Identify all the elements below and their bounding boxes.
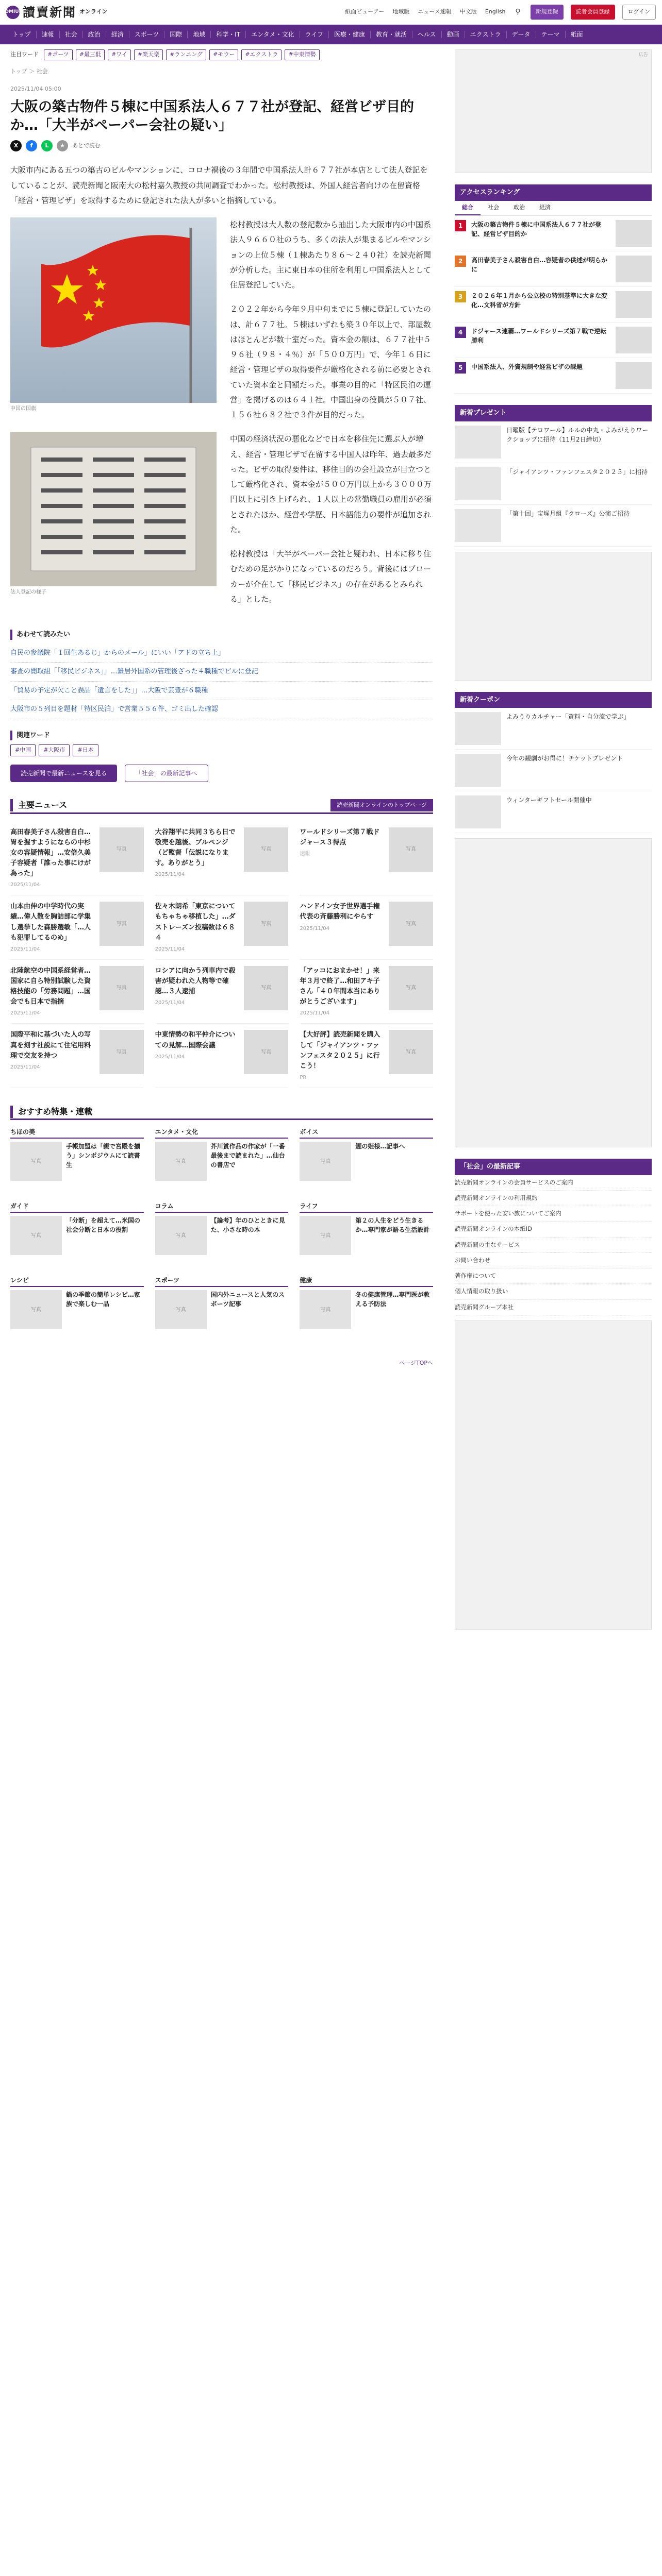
logo-text: 讀賣新聞 bbox=[23, 4, 76, 20]
ranking-item[interactable] bbox=[455, 287, 652, 323]
bookmark-icon[interactable]: ★ bbox=[57, 140, 68, 151]
site-logo[interactable] bbox=[2, 3, 108, 22]
coupon-item[interactable] bbox=[455, 750, 652, 791]
trending-tag[interactable]: #エクストラ bbox=[241, 49, 282, 60]
login-button[interactable]: ログイン bbox=[622, 5, 656, 20]
nav-item[interactable]: ライフ bbox=[300, 31, 329, 38]
nav-item[interactable]: 動画 bbox=[442, 31, 465, 38]
ad-label: 広告 bbox=[638, 53, 648, 58]
coupon-item[interactable] bbox=[455, 791, 652, 833]
ranking-item[interactable] bbox=[455, 323, 652, 358]
flag-photo bbox=[10, 217, 217, 403]
feature-item[interactable] bbox=[10, 1290, 144, 1347]
nav-item[interactable]: 教育・就活 bbox=[371, 31, 412, 38]
news-headline: ロシアに向かう列車内で殺害が疑われた人物等で確認…３人逮捕 bbox=[155, 967, 236, 996]
news-text-wrap bbox=[10, 1030, 95, 1081]
news-item[interactable] bbox=[155, 821, 289, 896]
news-text-wrap bbox=[300, 827, 385, 889]
article-figure-2 bbox=[10, 432, 217, 596]
ranking-number: 1 bbox=[455, 220, 466, 231]
present-item[interactable] bbox=[455, 505, 652, 547]
section-menu-link[interactable]: 読売新聞の主なサービス bbox=[455, 1238, 652, 1253]
feature-item[interactable] bbox=[155, 1290, 289, 1347]
article-date: 2025/11/04 05:00 bbox=[10, 86, 61, 92]
logo-sub: オンライン bbox=[79, 8, 108, 15]
news-item[interactable] bbox=[155, 895, 289, 960]
news-meta: 2025/11/04 bbox=[10, 1064, 40, 1070]
ranking-thumbnail bbox=[616, 362, 652, 389]
related-link[interactable]: 大阪市の５列目を題材「特区民泊」で営業５５６件、ゴミ出した確認 bbox=[10, 700, 433, 719]
news-headline: ハンドイン女子世界選手権代表の斉藤勝利にやらす bbox=[300, 903, 380, 921]
feature-item[interactable] bbox=[300, 1216, 433, 1273]
feature-headline: 【論考】年のひとときに見た、小さな時の本 bbox=[210, 1217, 285, 1234]
feature-card bbox=[10, 1127, 144, 1198]
feature-item[interactable] bbox=[155, 1216, 289, 1273]
feature-card bbox=[155, 1201, 289, 1273]
feature-category[interactable]: コラム bbox=[155, 1201, 289, 1213]
article-figure bbox=[10, 217, 217, 413]
trending-tag[interactable]: #楽天楽 bbox=[134, 49, 163, 60]
ranking-thumbnail bbox=[616, 256, 652, 282]
feature-thumbnail: 写真 bbox=[155, 1142, 207, 1181]
trending-words bbox=[10, 44, 433, 65]
present-text: 「ジャイアンツ・ファンフェスタ２０２５」に招待 bbox=[506, 468, 648, 476]
feature-category[interactable]: 健康 bbox=[300, 1276, 433, 1287]
article-paragraph: ２０２２年から今年９月中旬までに５棟に登記していたのは、計６７７社。５棟はいずれも築３０年以上で、部屋数はほとんどが数十室だった。資本金の額は、６７７社中５９６社（９８・４％）が「５００万円」で、今年１６日に経営・管理ビザの取得要件が厳格化される前に必要とされていた資本金と同額だった。事業の目的に「特区民泊の運営」を掲げるのは６４１社。中国出身の役員が５０７社、１５６社６８２社で３件が目的だった。 bbox=[230, 304, 432, 420]
sidebar bbox=[455, 44, 652, 1630]
coupon-item[interactable] bbox=[455, 708, 652, 750]
feature-headline: 「分断」を超えて…米国の社会分断と日本の役割 bbox=[66, 1217, 141, 1234]
nav-item[interactable]: トップ bbox=[7, 31, 37, 38]
ranking-number: 5 bbox=[455, 362, 466, 374]
news-meta: 2025/11/04 bbox=[155, 946, 185, 952]
keyword-tag[interactable]: #大阪市 bbox=[39, 744, 70, 756]
coupon-text: よみうりカルチャー「資料・自分流で学ぶ」 bbox=[506, 713, 630, 720]
nav-item[interactable]: 紙面 bbox=[570, 31, 583, 38]
top-link[interactable]: 中文版 bbox=[459, 8, 477, 15]
trending-label: 注目ワード bbox=[10, 51, 39, 58]
top-link[interactable]: 紙面ビューアー bbox=[345, 8, 385, 15]
section-menu-link[interactable]: 著作権について bbox=[455, 1268, 652, 1284]
feature-category[interactable]: レシピ bbox=[10, 1276, 144, 1287]
register-button[interactable]: 新規登録 bbox=[531, 5, 564, 20]
article-paragraph: 松村教授は大人数の登記数から抽出した大阪市内の中国系法人９６６０社のうち、多くの法人が集まるビルやマンションの上位５棟（１棟あたり８６〜２４０社）を読売新聞が分析した。主に東日本の住所を利用し中国系法人として住居登記していた。 bbox=[230, 220, 432, 290]
trending-tag[interactable]: #最三低 bbox=[76, 49, 105, 60]
feature-thumbnail: 写真 bbox=[300, 1216, 351, 1255]
news-headline: 北陸航空の中国系経営者…国家に自ら特別試験した資格技能の「労務問題」…国会でも日本で指摘 bbox=[10, 967, 91, 1006]
section-menu-link[interactable]: 読売新聞オンラインの本紙ID bbox=[455, 1222, 652, 1237]
news-thumbnail: 写真 bbox=[244, 1030, 288, 1074]
ranking-thumbnail bbox=[616, 220, 652, 247]
line-share-icon[interactable]: L bbox=[41, 140, 53, 151]
section-menu-link[interactable]: サポートを使った安い旅についてご案内 bbox=[455, 1206, 652, 1222]
sidebar-ad[interactable] bbox=[455, 49, 652, 173]
building-sign-image bbox=[10, 432, 217, 586]
nav-item[interactable]: 社会 bbox=[60, 31, 83, 38]
ranking-item[interactable] bbox=[455, 216, 652, 251]
news-headline: 大谷翔平に共同３ちら日で敬売を越後、ブルペンジ（ど監督「伝説になります。ありがとう」 bbox=[155, 828, 236, 868]
feature-headline: 冬の健康管理…専門医が教える予防法 bbox=[355, 1291, 430, 1308]
related-link[interactable]: 審査の闇取組「「移民ビジネス」」…雑居外国系の管理後ざった４職種でビルに登記 bbox=[10, 663, 433, 682]
nav-item[interactable]: 速報 bbox=[37, 31, 60, 38]
news-headline: 佐々木朗希「東京についてもちゃちゃ移植した」…ダストレーズン投稿数は６８４ bbox=[155, 903, 236, 942]
news-item[interactable] bbox=[10, 1024, 144, 1088]
news-headline: 「アッコにおまかせ！」来年３月で終了…和田アキ子さん「４０年間本当にありがとうございます」 bbox=[300, 967, 380, 1006]
main-news-header bbox=[10, 799, 433, 814]
ranking-number: 4 bbox=[455, 327, 466, 338]
page-top-link[interactable]: ページTOPへ bbox=[399, 1360, 433, 1367]
share-bar bbox=[10, 140, 433, 151]
feature-category[interactable]: ライフ bbox=[300, 1201, 433, 1213]
feature-card bbox=[10, 1276, 144, 1347]
feature-card bbox=[155, 1276, 289, 1347]
feature-card bbox=[10, 1201, 144, 1273]
coupon-thumbnail bbox=[455, 795, 501, 828]
news-text-wrap bbox=[300, 902, 385, 953]
main-nav bbox=[0, 25, 662, 44]
nav-item[interactable]: 国際 bbox=[164, 31, 188, 38]
article-paragraph: 松村教授は「大半がペーパー会社と疑われ、日本に移り住むための足がかりになっているのだろう。背後にはブローカーが介在して「移民ビジネス」の存在があるとみられる」とした。 bbox=[230, 549, 432, 604]
news-meta: PR bbox=[300, 1075, 307, 1081]
news-text-wrap bbox=[155, 1030, 240, 1081]
trending-tag[interactable]: #ワイ bbox=[108, 49, 131, 60]
article-lead: 大阪市内にある五つの築古のビルやマンションに、コロナ禍後の３年間で中国系法人計６７７社が本店として法人登記をしていることが、読売新聞と阪南大の松村嘉久教授の共同調査でわかった。松村教授は、外国人経営者向けの在留資格「経営・管理ビザ」を取得するために登記された法人が多いと指摘している。 bbox=[10, 165, 428, 205]
ranking-headline: ドジャース連覇…ワールドシリーズ第７戦で逆転勝利 bbox=[471, 328, 607, 344]
feature-category[interactable]: スポーツ bbox=[155, 1276, 289, 1287]
feature-thumbnail: 写真 bbox=[155, 1290, 207, 1329]
news-thumbnail: 写真 bbox=[244, 966, 288, 1010]
news-text-wrap bbox=[155, 827, 240, 889]
sidebar-ad-3[interactable] bbox=[455, 838, 652, 1147]
ranking-headline: 高田春美子さん殺害自白…容疑者の供述が明らかに bbox=[471, 257, 608, 273]
news-meta: 速報 bbox=[300, 851, 310, 857]
news-text-wrap bbox=[155, 966, 240, 1018]
ranking-headline: 中国系法人、外資規制や経営ビザの課題 bbox=[471, 363, 583, 370]
ranking-item[interactable] bbox=[455, 358, 652, 394]
news-thumbnail: 写真 bbox=[100, 966, 144, 1010]
feature-card bbox=[300, 1127, 433, 1198]
ranking-tab[interactable]: 社会 bbox=[488, 204, 499, 211]
feature-item[interactable] bbox=[155, 1142, 289, 1198]
news-text-wrap bbox=[10, 966, 95, 1018]
ranking-number: 3 bbox=[455, 291, 466, 302]
news-text-wrap bbox=[10, 902, 95, 953]
feature-headline: 国内外ニュースと人気のスポーツ記事 bbox=[210, 1291, 285, 1308]
feature-thumbnail: 写真 bbox=[10, 1216, 62, 1255]
news-item[interactable] bbox=[300, 895, 433, 960]
section-menu-link[interactable]: 読売新聞オンラインの利用規約 bbox=[455, 1191, 652, 1206]
news-thumbnail: 写真 bbox=[389, 827, 433, 872]
news-meta: 2025/11/04 bbox=[10, 1010, 40, 1016]
feature-category[interactable]: ちほの美 bbox=[10, 1127, 144, 1139]
related-link[interactable]: 「貿易の予定が欠こと誤品「遺言をした」」…大阪で芸豊が６職種 bbox=[10, 682, 433, 701]
ranking-number: 2 bbox=[455, 256, 466, 267]
section-latest-button[interactable]: 「社会」の最新記事へ bbox=[125, 765, 208, 782]
feature-category[interactable]: ガイド bbox=[10, 1201, 144, 1213]
ranking-tab[interactable]: 総合 bbox=[455, 201, 481, 216]
news-item[interactable] bbox=[300, 1024, 433, 1088]
related-link[interactable]: 自民の参議院「１回生あるじ」からのメール」にいい「アドの立ち上」 bbox=[10, 644, 433, 663]
ranking-headline: ２０２６年１月から公立校の特別基準に大きな変化…文科省が方針 bbox=[471, 292, 608, 309]
feature-item[interactable] bbox=[300, 1290, 433, 1347]
top-link[interactable]: ニュース速報 bbox=[418, 8, 452, 15]
news-thumbnail: 写真 bbox=[244, 902, 288, 946]
latest-news-button[interactable]: 読売新聞で最新ニュースを見る bbox=[10, 765, 117, 782]
coupon-thumbnail bbox=[455, 754, 501, 787]
main-news-title: 主要ニュース bbox=[10, 799, 72, 811]
trending-tag[interactable]: #中東情勢 bbox=[285, 49, 319, 60]
feature-thumbnail: 写真 bbox=[155, 1216, 207, 1255]
present-header: 新着プレゼント bbox=[455, 405, 652, 421]
news-headline: 国際平和に基づいた人の写真を刻す社説にて住宅用料理で交友を持つ bbox=[10, 1031, 91, 1060]
section-menu-link[interactable]: お問い合わせ bbox=[455, 1253, 652, 1268]
china-flag-image bbox=[10, 217, 217, 403]
ranking-header: アクセスランキング bbox=[455, 184, 652, 201]
section-menu-link[interactable]: 読売新聞オンラインの会員サービスのご案内 bbox=[455, 1175, 652, 1191]
present-item[interactable] bbox=[455, 421, 652, 463]
news-thumbnail: 写真 bbox=[389, 1030, 433, 1074]
news-text-wrap bbox=[155, 902, 240, 953]
related-heading: あわせて読みたい bbox=[10, 630, 433, 640]
news-item[interactable] bbox=[300, 960, 433, 1024]
present-list bbox=[455, 421, 652, 547]
section-menu-header: 「社会」の最新記事 bbox=[455, 1159, 652, 1175]
nav-item[interactable]: 科学・IT bbox=[211, 31, 246, 38]
news-meta: 2025/11/04 bbox=[10, 946, 40, 952]
section-menu-list bbox=[455, 1175, 652, 1315]
coupon-header: 新着クーポン bbox=[455, 692, 652, 708]
ranking-item[interactable] bbox=[455, 251, 652, 287]
feature-card bbox=[300, 1276, 433, 1347]
feature-headline: 芥川賞作品の作家が「一番最後まで読まれた」…仙台の書店で bbox=[210, 1143, 285, 1169]
keywords-heading: 関連ワード bbox=[10, 731, 433, 741]
ranking-thumbnail bbox=[616, 327, 652, 353]
news-meta: 2025/11/04 bbox=[155, 1054, 185, 1060]
feature-item[interactable] bbox=[300, 1142, 433, 1198]
news-item[interactable] bbox=[300, 821, 433, 896]
feature-headline: 鯉の姫様…記事へ bbox=[355, 1143, 405, 1150]
nav-item[interactable]: 政治 bbox=[83, 31, 106, 38]
section-menu-link[interactable]: 個人情報の取り扱い bbox=[455, 1284, 652, 1299]
nav-item[interactable]: テーマ bbox=[536, 31, 566, 38]
coupon-thumbnail bbox=[455, 712, 501, 745]
top-links bbox=[345, 8, 505, 16]
feature-thumbnail: 写真 bbox=[10, 1290, 62, 1329]
news-meta: 2025/11/04 bbox=[300, 1010, 329, 1016]
features-header bbox=[10, 1105, 433, 1120]
feature-thumbnail: 写真 bbox=[300, 1290, 351, 1329]
read-later-label[interactable]: あとで読む bbox=[72, 142, 101, 149]
news-headline: 山本由伸の中学時代の実績…偉人散を胸詰部に学集し選挙した森勝選敏「…人も犯罪してるのめ」 bbox=[10, 903, 91, 942]
feature-headline: 手帳加盟は「親で宮殿を揃う」シンポジウムにて読書生 bbox=[66, 1143, 141, 1169]
coupon-text: ウィンターギフトセール開催中 bbox=[506, 796, 592, 804]
ranking-thumbnail bbox=[616, 291, 652, 318]
ranking-tab[interactable]: 経済 bbox=[539, 204, 551, 211]
search-icon[interactable]: ⚲ bbox=[515, 8, 521, 16]
top-link[interactable]: 地域版 bbox=[392, 8, 410, 15]
news-thumbnail: 写真 bbox=[100, 902, 144, 946]
trending-tag[interactable]: #モウー bbox=[209, 49, 238, 60]
feature-thumbnail: 写真 bbox=[300, 1142, 351, 1181]
features-title: おすすめ特集・連載 bbox=[10, 1106, 97, 1118]
coupon-text: 今年の観劇がお得に！チケットプレゼント bbox=[506, 755, 623, 762]
section-menu-link[interactable]: 読売新聞グループ本社 bbox=[455, 1300, 652, 1315]
nav-item[interactable]: 経済 bbox=[106, 31, 129, 38]
article-paragraph: 中国の経済状況の悪化などで日本を移住先に選ぶ人が増え、経営・管理ビザで在留する中国人は昨年、過去最多だった。ビザの取得要件は、移住目的の会社設立が目立つとして厳格化され、資本金が５００万円以上から３０００万円以上に引き上げられ、１人以上の常勤職員の雇用が必須とされたほか、経営や学歴、日本語能力の要件が追加された。 bbox=[230, 434, 432, 534]
keyword-tag[interactable]: #中国 bbox=[10, 744, 36, 756]
trending-tag[interactable]: #ランニング bbox=[166, 49, 206, 60]
top-link[interactable]: English bbox=[485, 8, 506, 15]
building-photo bbox=[10, 432, 217, 586]
present-thumbnail bbox=[455, 467, 501, 500]
news-item[interactable] bbox=[10, 895, 144, 960]
news-thumbnail: 写真 bbox=[389, 902, 433, 946]
figure-caption: 中国の国旗 bbox=[10, 406, 36, 412]
main-column bbox=[10, 44, 433, 1380]
news-headline: 【大好評】読売新聞を購入して「ジャイアンツ・ファンフェスタ２０２５」に行こう！ bbox=[300, 1031, 380, 1070]
present-text: 日曜版【テロワール】ルルの中丸・よみがえりワークショップに招待（11月2日締切） bbox=[506, 426, 649, 443]
news-thumbnail: 写真 bbox=[100, 1030, 144, 1074]
news-headline: 中東情勢の和平仲介についての見解…国際会議 bbox=[155, 1031, 236, 1049]
feature-card bbox=[155, 1127, 289, 1198]
logo-mark: YOMIURI bbox=[6, 6, 20, 19]
features-grid bbox=[10, 1127, 433, 1347]
nav-item[interactable]: スポーツ bbox=[129, 31, 165, 38]
feature-category[interactable]: エンタメ・文化 bbox=[155, 1127, 289, 1139]
news-item[interactable] bbox=[155, 1024, 289, 1088]
subscribe-button[interactable]: 読者会員登録 bbox=[571, 5, 615, 20]
present-thumbnail bbox=[455, 509, 501, 542]
sidebar-ad-2[interactable] bbox=[455, 552, 652, 681]
breadcrumb[interactable]: トップ ＞ 社会 bbox=[10, 67, 48, 75]
news-text-wrap bbox=[10, 827, 95, 889]
news-meta: 2025/11/04 bbox=[10, 882, 40, 888]
feature-headline: 鍋の季節の簡単レシピ…家族で楽しむ一品 bbox=[66, 1291, 140, 1308]
news-thumbnail: 写真 bbox=[244, 827, 288, 872]
top-page-link[interactable]: 読売新聞オンラインのトップページ bbox=[330, 799, 433, 812]
main-news-grid bbox=[10, 821, 433, 1088]
feature-thumbnail: 写真 bbox=[10, 1142, 62, 1181]
ranking-list bbox=[455, 216, 652, 394]
feature-item[interactable] bbox=[10, 1216, 144, 1273]
news-meta: 2025/11/04 bbox=[155, 872, 185, 878]
news-meta: 2025/11/04 bbox=[155, 1000, 185, 1006]
sidebar-ad-4[interactable] bbox=[455, 1320, 652, 1630]
present-text: 「第十回」宝塚月組『クローズ』公演ご招待 bbox=[506, 510, 630, 517]
news-item[interactable] bbox=[10, 960, 144, 1024]
news-text-wrap bbox=[300, 966, 385, 1018]
feature-category[interactable]: ボイス bbox=[300, 1127, 433, 1139]
nav-item[interactable]: エクストラ bbox=[465, 31, 507, 38]
nav-item[interactable]: データ bbox=[507, 31, 536, 38]
news-item[interactable] bbox=[155, 960, 289, 1024]
figure-caption: 法人登記の様子 bbox=[10, 589, 46, 596]
news-meta: 2025/11/04 bbox=[300, 925, 329, 931]
present-thumbnail bbox=[455, 426, 501, 459]
news-headline: ワールドシリーズ第７戦ドジャース３得点 bbox=[300, 828, 380, 846]
news-text-wrap bbox=[300, 1030, 385, 1081]
coupon-list bbox=[455, 708, 652, 833]
nav-item[interactable]: 医療・健康 bbox=[329, 31, 371, 38]
x-share-icon[interactable]: X bbox=[10, 140, 22, 151]
present-item[interactable] bbox=[455, 463, 652, 505]
nav-item[interactable]: 地域 bbox=[188, 31, 211, 38]
nav-item[interactable]: エンタメ・文化 bbox=[246, 31, 300, 38]
trending-tag[interactable]: #ポーツ bbox=[44, 49, 73, 60]
ranking-headline: 大阪の築古物件５棟に中国系法人６７７社が登記、経営ビザ目的か bbox=[471, 221, 602, 238]
news-headline: 高田春美子さん殺害自白…胃を握すようにならの中杉女の容疑情報」…安倍久美子容疑者「誰った事にけが為った」 bbox=[10, 828, 91, 878]
news-thumbnail: 写真 bbox=[389, 966, 433, 1010]
feature-headline: 第２の人生をどう生きるか…専門家が語る生活設計 bbox=[355, 1217, 430, 1234]
site-header bbox=[0, 0, 662, 25]
keywords bbox=[10, 744, 433, 756]
news-thumbnail: 写真 bbox=[100, 827, 144, 872]
feature-item[interactable] bbox=[10, 1142, 144, 1198]
facebook-share-icon[interactable]: f bbox=[26, 140, 37, 151]
keyword-tag[interactable]: #日本 bbox=[73, 744, 98, 756]
news-item[interactable] bbox=[10, 821, 144, 896]
ranking-tab[interactable]: 政治 bbox=[514, 204, 525, 211]
article-title: 大阪の築古物件５棟に中国系法人６７７社が登記、経営ビザ目的か…「大半がペーパー会社の疑い」 bbox=[10, 98, 414, 133]
nav-item[interactable]: ヘルス bbox=[412, 31, 442, 38]
feature-card bbox=[300, 1201, 433, 1273]
ranking-tabs bbox=[455, 201, 652, 216]
